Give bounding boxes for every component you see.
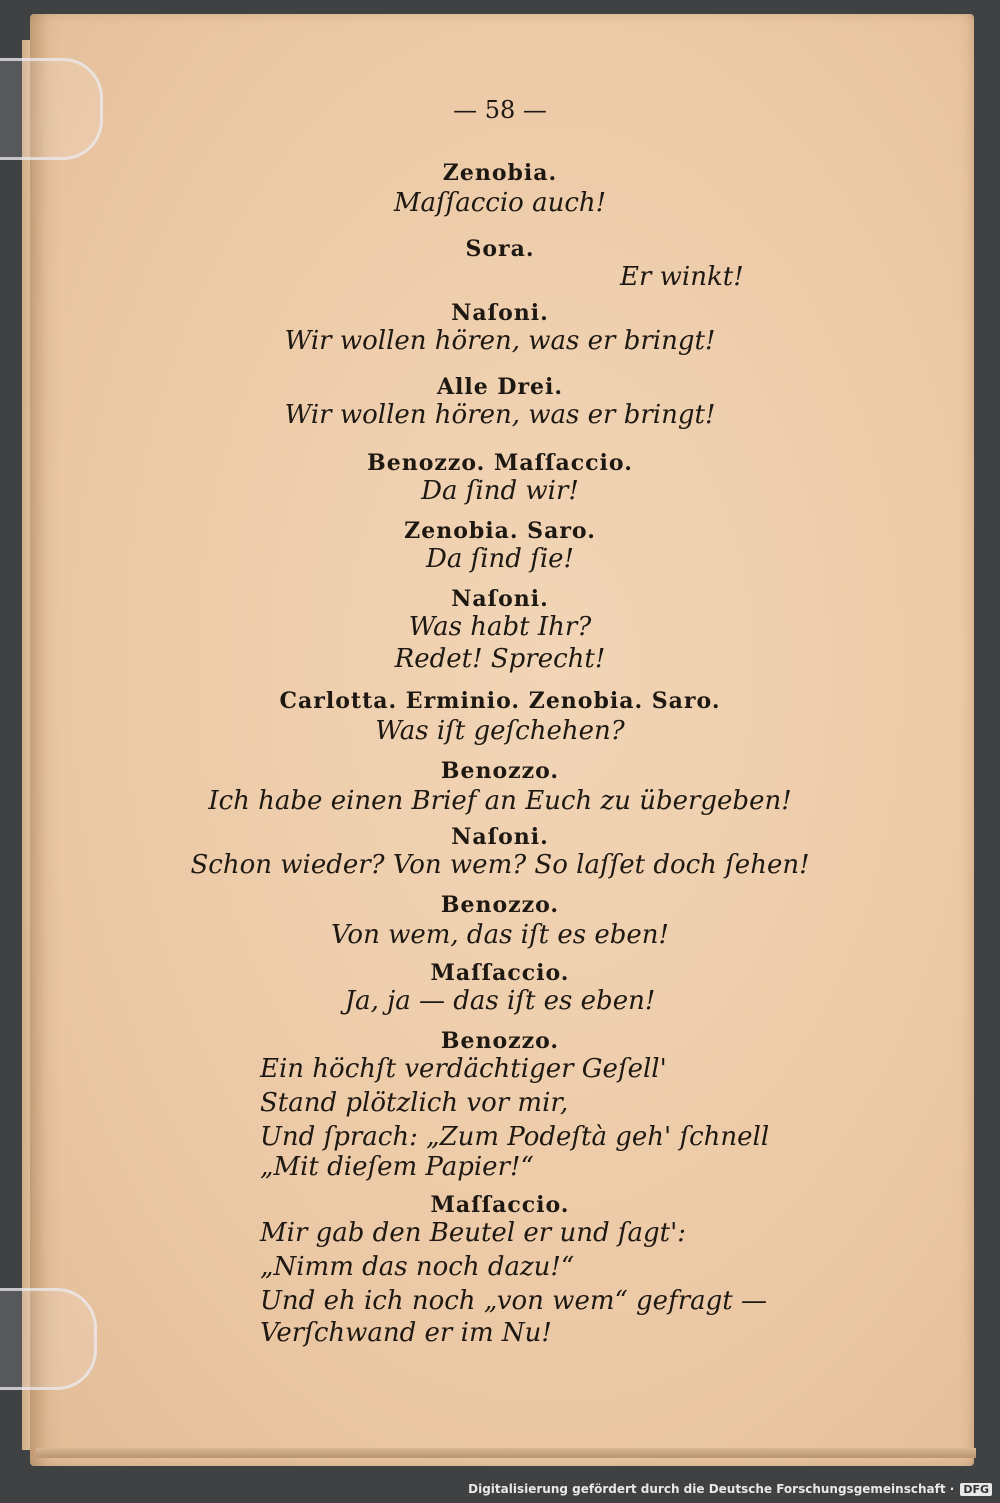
funding-text: Digitalisierung gefördert durch die Deutsche Forschungsgemeinschaft ·: [468, 1482, 955, 1496]
speaker-name: Alle Drei.: [436, 374, 564, 400]
speaker-name: Naſoni.: [451, 824, 549, 850]
verse-line: Da ſind wir!: [421, 476, 579, 506]
verse-line: Was iſt geſchehen?: [375, 716, 625, 746]
funding-footer: [468, 1482, 992, 1496]
page-clip-bottom: [0, 1288, 97, 1390]
verse-line: Und eh ich noch „von wem“ gefragt —: [260, 1286, 767, 1316]
verse-line: Ein höchſt verdächtiger Geſell': [260, 1054, 667, 1084]
verse-line: „Mit dieſem Papier!“: [260, 1152, 534, 1182]
speaker-name: Maſſaccio.: [430, 1192, 570, 1218]
dfg-logo-icon: DFG: [960, 1483, 992, 1496]
speaker-name: Zenobia. Saro.: [404, 518, 596, 544]
verse-line: Von wem, das iſt es eben!: [331, 920, 669, 950]
verse-line: Ich habe einen Brief an Euch zu übergeben!: [208, 786, 792, 816]
speaker-name: Benozzo.: [440, 1028, 560, 1054]
speaker-name: Benozzo.: [440, 892, 560, 918]
speaker-name: Sora.: [465, 236, 535, 262]
verse-line: Er winkt!: [620, 262, 744, 292]
page-bottom-edge: [36, 1448, 976, 1458]
verse-line: Wir wollen hören, was er bringt!: [284, 326, 716, 356]
verse-line: Was habt Ihr?: [408, 612, 592, 642]
verse-line: Stand plötzlich vor mir,: [260, 1088, 569, 1118]
speaker-name: Carlotta. Erminio. Zenobia. Saro.: [279, 688, 721, 714]
verse-line: Verſchwand er im Nu!: [260, 1318, 552, 1348]
verse-line: Und ſprach: „Zum Podeſtà geh' ſchnell: [260, 1122, 770, 1152]
page-number: — 58 —: [453, 96, 547, 124]
speaker-name: Maſſaccio.: [430, 960, 570, 986]
verse-line: Da ſind ſie!: [426, 544, 574, 574]
verse-line: Mir gab den Beutel er und ſagt':: [260, 1218, 686, 1248]
speaker-name: Benozzo. Maſſaccio.: [367, 450, 633, 476]
verse-line: „Nimm das noch dazu!“: [260, 1252, 575, 1282]
speaker-name: Naſoni.: [451, 300, 549, 326]
verse-line: Ja, ja — das iſt es eben!: [344, 986, 656, 1016]
speaker-name: Benozzo.: [440, 758, 560, 784]
verse-line: Wir wollen hören, was er bringt!: [284, 400, 716, 430]
speaker-name: Naſoni.: [451, 586, 549, 612]
verse-line: Maſſaccio auch!: [393, 188, 607, 218]
verse-line: Redet! Sprecht!: [394, 644, 606, 674]
verse-line: Schon wieder? Von wem? So laſſet doch ſehen!: [190, 850, 810, 880]
speaker-name: Zenobia.: [442, 160, 558, 186]
